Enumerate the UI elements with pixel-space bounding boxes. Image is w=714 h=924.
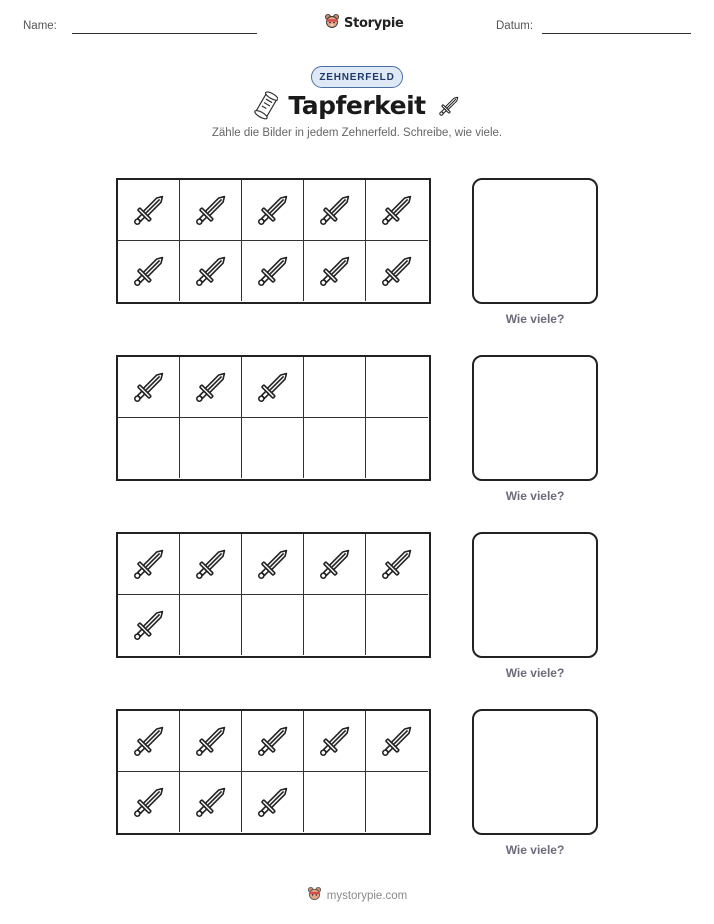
ten-frame-cell <box>304 711 366 772</box>
ten-frame-cell <box>304 241 366 302</box>
sword-icon <box>315 721 355 761</box>
date-line[interactable] <box>542 33 691 34</box>
sword-icon <box>191 721 231 761</box>
sword-icon <box>129 782 169 822</box>
ten-frame-cell <box>242 595 304 656</box>
ten-frame <box>116 355 431 481</box>
ten-frame-cell <box>118 595 180 656</box>
sword-icon <box>315 544 355 584</box>
instructions: Zähle die Bilder in jedem Zehnerfeld. Schreibe, wie viele. <box>211 127 503 139</box>
name-line[interactable] <box>72 33 257 34</box>
sword-icon <box>377 721 417 761</box>
answer-label: Wie viele? <box>505 843 565 857</box>
sword-icon <box>253 367 293 407</box>
sword-icon <box>191 367 231 407</box>
sword-icon <box>377 544 417 584</box>
answer-label: Wie viele? <box>505 489 565 503</box>
sword-icon <box>253 190 293 230</box>
footer-url[interactable]: mystorypie.com <box>326 890 408 902</box>
sword-icon <box>315 251 355 291</box>
ten-frame-cell <box>118 180 180 241</box>
ten-frame-cell <box>366 357 428 418</box>
sword-icon <box>129 544 169 584</box>
sword-icon <box>191 544 231 584</box>
ten-frame-cell <box>304 180 366 241</box>
ten-frame-cell <box>242 772 304 833</box>
sword-icon <box>129 605 169 645</box>
ten-frame-cell <box>242 241 304 302</box>
ten-frame-cell <box>242 534 304 595</box>
sword-icon <box>129 190 169 230</box>
answer-box[interactable] <box>472 355 598 481</box>
ten-frame-cell <box>304 534 366 595</box>
brand-name: Storypie <box>344 16 404 31</box>
answer-box[interactable] <box>472 709 598 835</box>
ten-frame-cell <box>366 772 428 833</box>
ten-frame <box>116 532 431 658</box>
ten-frame <box>116 178 431 304</box>
date-label: Datum: <box>496 20 534 32</box>
ten-frame-cell <box>118 534 180 595</box>
sword-icon <box>436 91 462 126</box>
sword-icon <box>191 251 231 291</box>
sword-icon <box>315 190 355 230</box>
ten-frame-cell <box>180 595 242 656</box>
ten-frame-cell <box>304 772 366 833</box>
sword-icon <box>377 251 417 291</box>
ten-frame-cell <box>304 357 366 418</box>
sword-icon <box>253 544 293 584</box>
ten-frame-cell <box>180 534 242 595</box>
storypie-bear-icon <box>307 886 322 906</box>
ten-frame-cell <box>118 418 180 479</box>
ten-frame-cell <box>366 180 428 241</box>
ten-frame-cell <box>242 418 304 479</box>
page-title: Tapferkeit <box>288 91 426 120</box>
sword-icon <box>129 367 169 407</box>
worksheet-type-badge: ZEHNERFELD <box>311 66 403 88</box>
ten-frame-cell <box>242 180 304 241</box>
sword-icon <box>191 782 231 822</box>
ten-frame-cell <box>242 711 304 772</box>
brand-logo <box>324 13 404 34</box>
ten-frame-cell <box>180 357 242 418</box>
ten-frame-cell <box>366 534 428 595</box>
ten-frame-cell <box>180 772 242 833</box>
ten-frame-cell <box>366 418 428 479</box>
sword-icon <box>129 251 169 291</box>
answer-label: Wie viele? <box>505 312 565 326</box>
ten-frame-cell <box>180 241 242 302</box>
storypie-bear-icon <box>324 13 340 34</box>
sword-icon <box>253 782 293 822</box>
ten-frame <box>116 709 431 835</box>
answer-box[interactable] <box>472 532 598 658</box>
ten-frame-cell <box>366 711 428 772</box>
ten-frame-cell <box>118 357 180 418</box>
ten-frame-cell <box>180 180 242 241</box>
sword-icon <box>377 190 417 230</box>
answer-box[interactable] <box>472 178 598 304</box>
sword-icon <box>253 251 293 291</box>
ten-frame-cell <box>118 772 180 833</box>
ten-frame-cell <box>118 711 180 772</box>
sword-icon <box>253 721 293 761</box>
ten-frame-cell <box>304 418 366 479</box>
ten-frame-cell <box>366 595 428 656</box>
ten-frame-cell <box>180 711 242 772</box>
ten-frame-cell <box>242 357 304 418</box>
ten-frame-cell <box>180 418 242 479</box>
name-label: Name: <box>23 20 57 32</box>
footer <box>0 886 714 906</box>
ten-frame-cell <box>366 241 428 302</box>
ten-frame-cell <box>118 241 180 302</box>
sword-icon <box>191 190 231 230</box>
answer-label: Wie viele? <box>505 666 565 680</box>
sword-icon <box>129 721 169 761</box>
ten-frame-cell <box>304 595 366 656</box>
